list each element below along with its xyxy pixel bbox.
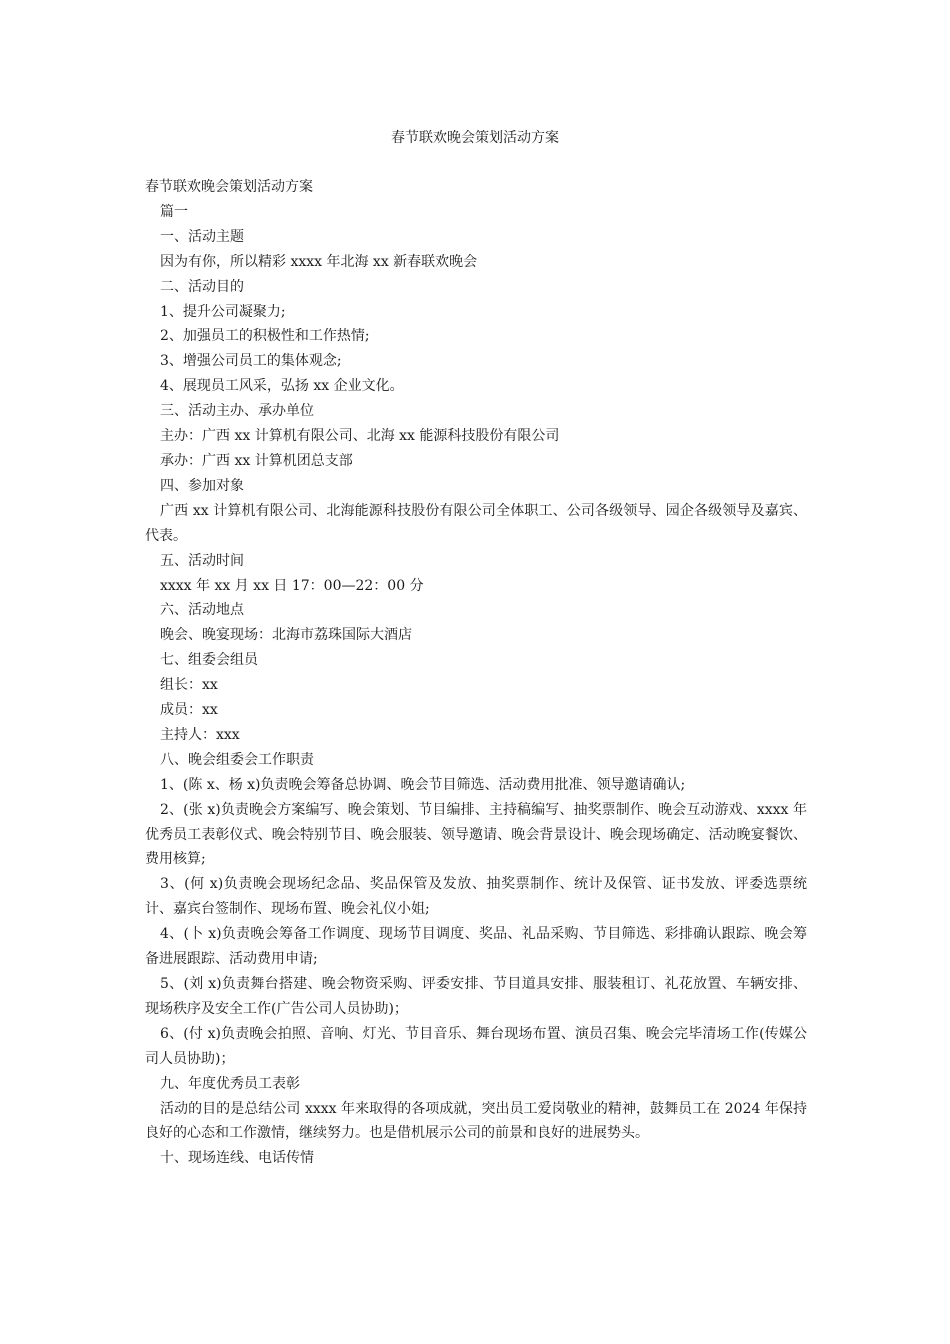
paragraph: 五、活动时间 <box>160 552 244 569</box>
paragraph: 3、(何 x)负责晚会现场纪念品、奖品保管及发放、抽奖票制作、统计及保管、证书发放、评委选票统计、嘉宾台签制作、现场布置、晚会礼仪小姐; <box>145 876 807 918</box>
paragraph: 主持人：xxx <box>160 726 240 743</box>
document-body <box>145 175 807 1171</box>
paragraph: 因为有你，所以精彩 xxxx 年北海 xx 新春联欢晚会 <box>160 253 478 270</box>
paragraph: 四、参加对象 <box>160 477 244 494</box>
paragraph: 二、活动目的 <box>160 278 244 295</box>
paragraph: 一、活动主题 <box>160 228 244 245</box>
paragraph: xxxx 年 xx 月 xx 日 17：00—22：00 分 <box>160 577 424 594</box>
paragraph: 六、活动地点 <box>160 602 244 619</box>
paragraph: 4、展现员工风采，弘扬 xx 企业文化。 <box>160 378 404 395</box>
paragraph: 5、(刘 x)负责舞台搭建、晚会物资采购、评委安排、节目道具安排、服装租订、礼花放置、车辆安排、现场秩序及安全工作(广告公司人员协助)； <box>145 976 807 1017</box>
paragraph: 1、(陈 x、杨 x)负责晚会筹备总协调、晚会节目筛选、活动费用批准、领导邀请确认; <box>160 776 686 793</box>
paragraph: 九、年度优秀员工表彰 <box>160 1075 300 1092</box>
paragraph: 八、晚会组委会工作职责 <box>160 751 314 768</box>
paragraph: 6、(付 x)负责晚会拍照、音响、灯光、节目音乐、舞台现场布置、演员召集、晚会完毕清场工作(传媒公司人员协助)； <box>145 1025 807 1067</box>
paragraph: 4、(卜 x)负责晚会筹备工作调度、现场节目调度、奖品、礼品采购、节目筛选、彩排确认跟踪、晚会筹备进展跟踪、活动费用申请; <box>145 926 807 968</box>
paragraph: 承办：广西 xx 计算机团总支部 <box>160 452 353 469</box>
paragraph: 1、提升公司凝聚力; <box>160 303 286 320</box>
paragraph: 成员：xx <box>160 702 218 719</box>
paragraph: 十、现场连线、电话传情 <box>160 1150 314 1167</box>
paragraph: 3、增强公司员工的集体观念; <box>160 353 342 370</box>
paragraph: 组长：xx <box>160 677 218 694</box>
paragraph: 篇一 <box>160 203 188 220</box>
paragraph: 三、活动主办、承办单位 <box>160 403 314 420</box>
paragraph: 广西 xx 计算机有限公司、北海能源科技股份有限公司全体职工、公司各级领导、园企各级领导及嘉宾、代表。 <box>145 502 807 544</box>
paragraph: 晚会、晚宴现场：北海市荔珠国际大酒店 <box>160 627 412 644</box>
paragraph: 七、组委会组员 <box>160 652 258 669</box>
paragraph: 活动的目的是总结公司 xxxx 年来取得的各项成就，突出员工爱岗敬业的精神，鼓舞员工在 2024 年保持良好的心态和工作激情，继续努力。也是借机展示公司的前景和良好的进展势头。 <box>145 1100 807 1142</box>
paragraph: 春节联欢晚会策划活动方案 <box>145 179 313 195</box>
paragraph: 2、(张 x)负责晚会方案编写、晚会策划、节目编排、主持稿编写、抽奖票制作、晚会互动游戏、xxxx 年优秀员工表彰仪式、晚会特别节目、晚会服装、领导邀请、晚会背景设计、晚会现场确定、活动晚宴餐饮、费用核算; <box>145 801 807 868</box>
document-title: 春节联欢晚会策划活动方案 <box>391 130 559 146</box>
paragraph: 2、加强员工的积极性和工作热情; <box>160 328 370 345</box>
paragraph: 主办：广西 xx 计算机有限公司、北海 xx 能源科技股份有限公司 <box>160 428 560 445</box>
